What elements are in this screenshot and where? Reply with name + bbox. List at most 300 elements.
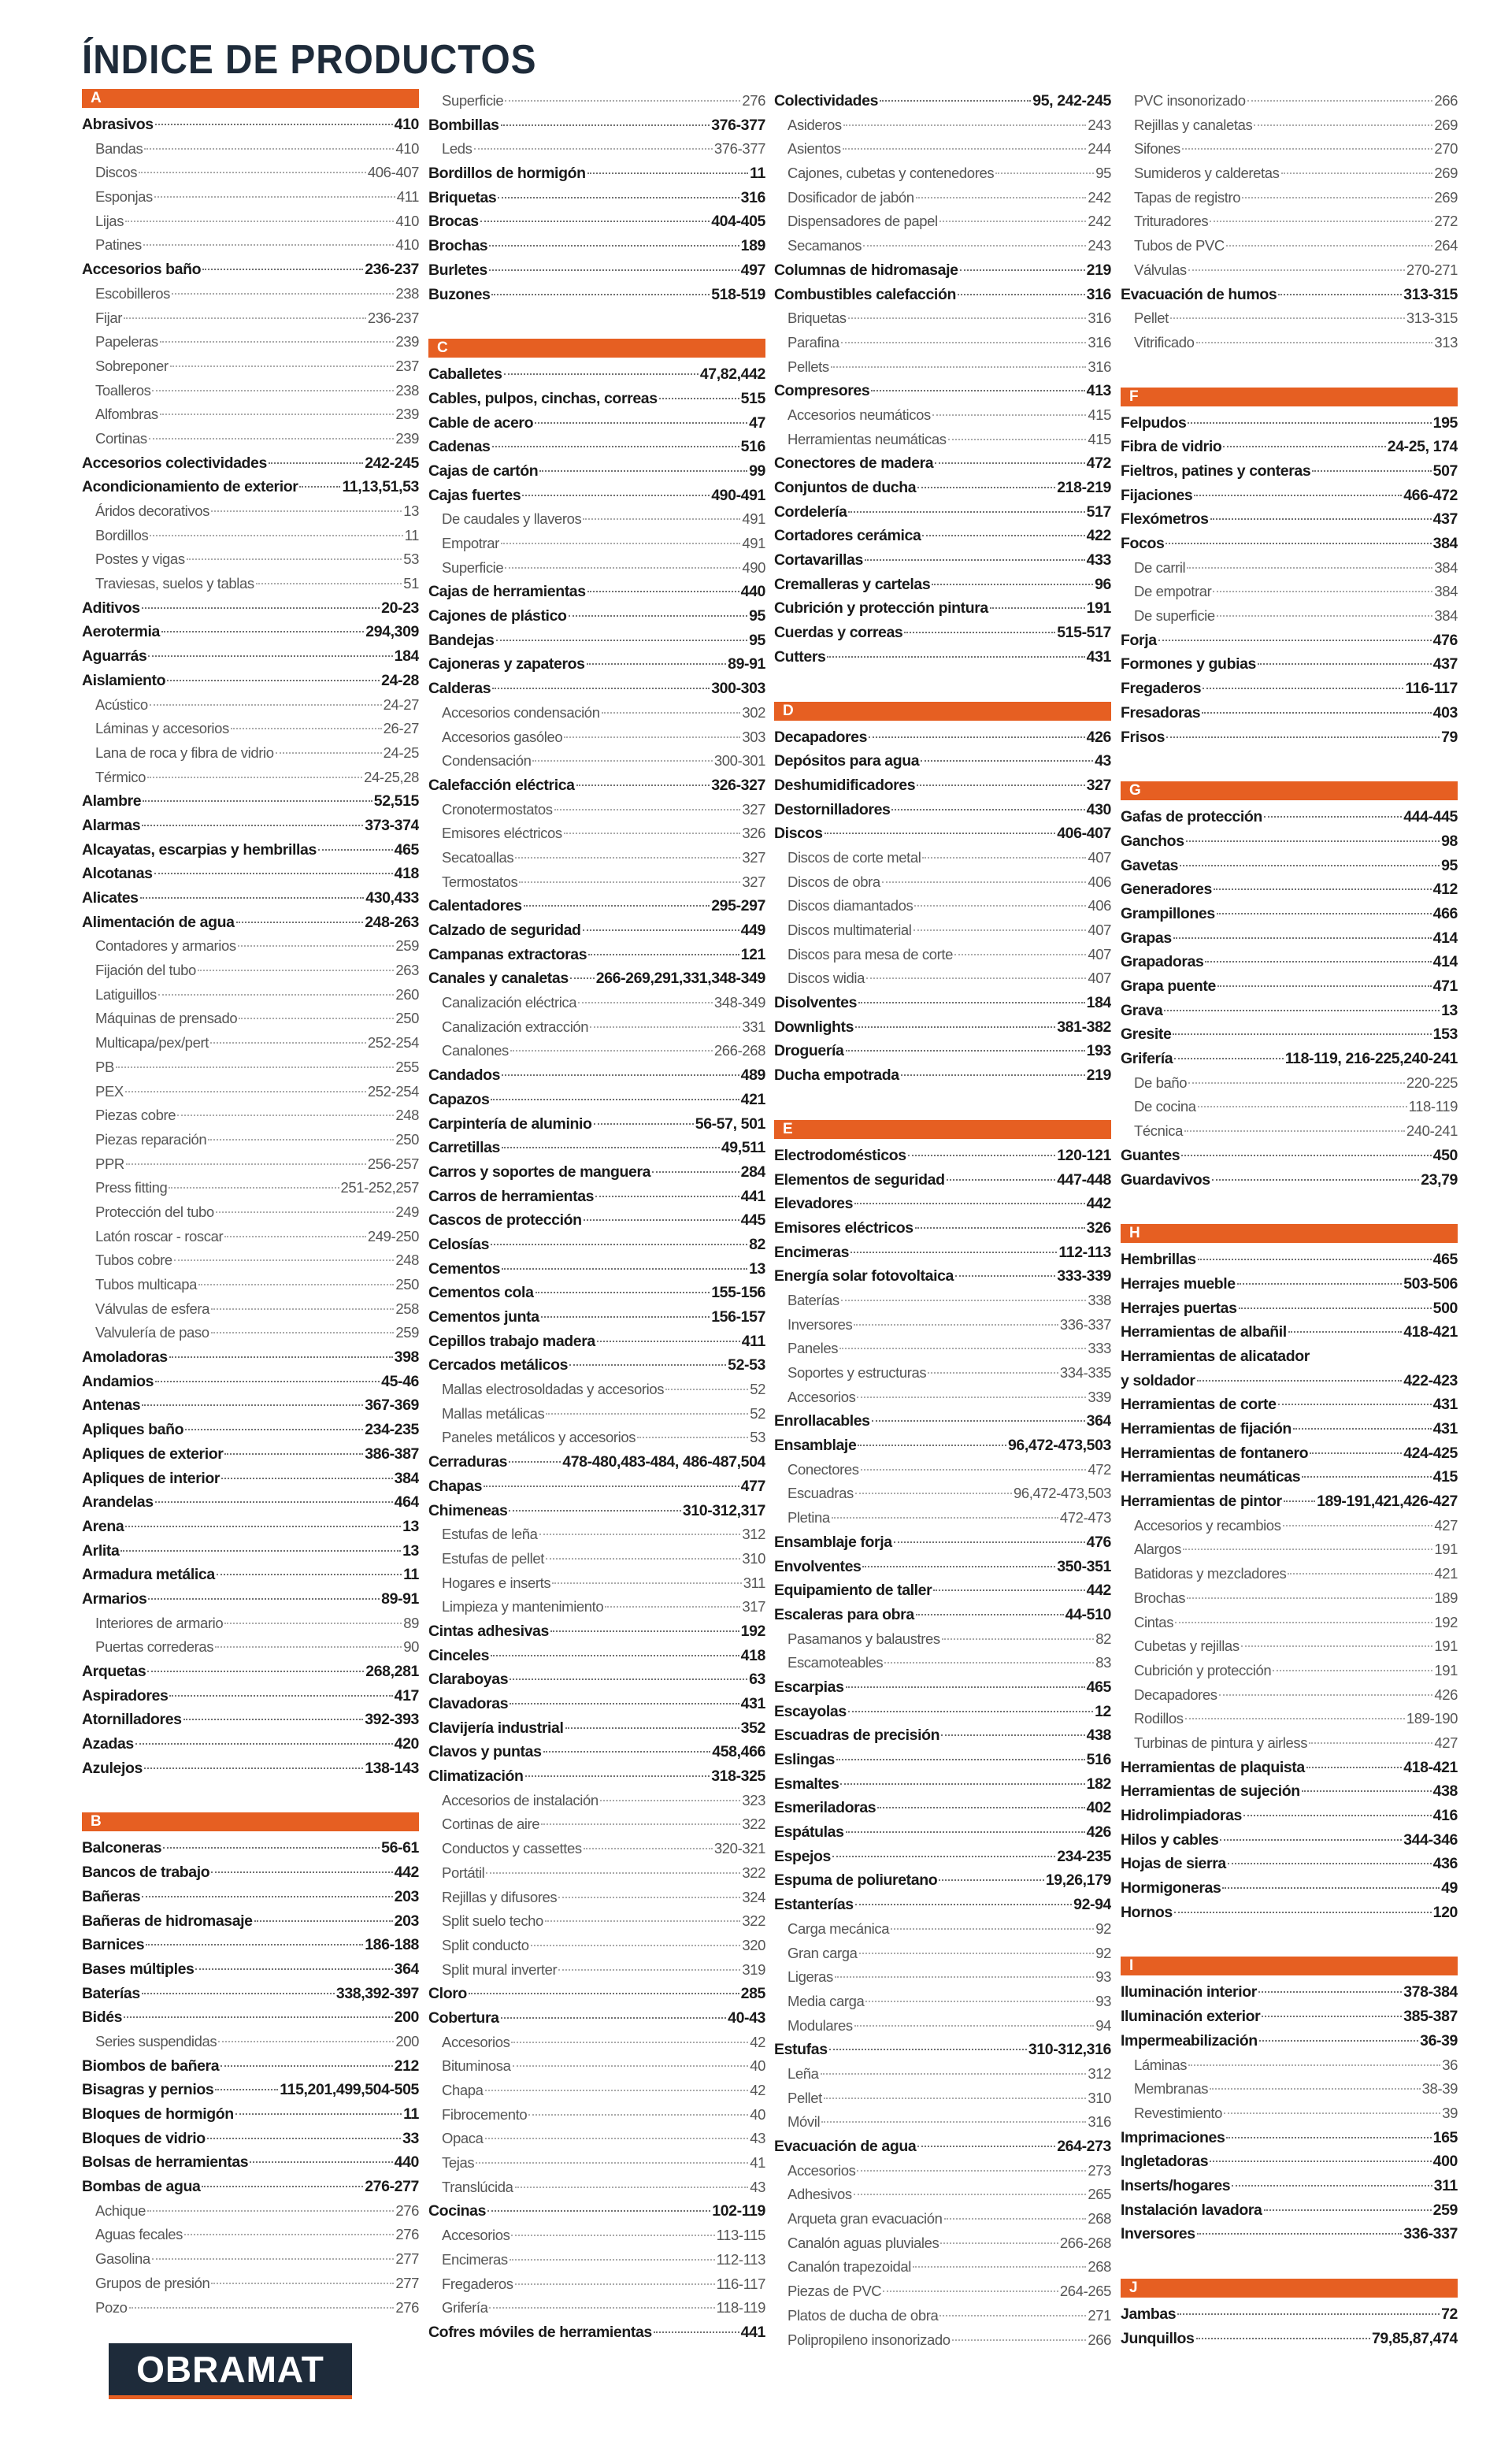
- index-entry: [774, 1868, 1111, 1893]
- dot-leader: [821, 2073, 1087, 2075]
- entry-name: Cinceles: [428, 1646, 490, 1664]
- index-subentry: [428, 1426, 765, 1450]
- entry-name: Pletina: [788, 1509, 830, 1526]
- entry-pages: 426: [1086, 728, 1111, 746]
- entry-pages: 410: [394, 116, 419, 133]
- index-subentry: [428, 822, 765, 846]
- dot-leader: [1181, 1155, 1431, 1156]
- entry-pages: 94: [1095, 2016, 1111, 2034]
- entry-pages: 116-117: [1405, 680, 1458, 698]
- entry-name: Grupos de presión: [95, 2274, 210, 2291]
- entry-name: Evacuación de agua: [774, 2138, 917, 2155]
- dot-leader: [511, 2235, 714, 2236]
- dot-leader: [1197, 1380, 1403, 1382]
- entry-pages: 442: [1086, 1582, 1111, 1600]
- index-subentry: [82, 2272, 419, 2296]
- index-subentry: [1121, 604, 1458, 629]
- entry-name: Arquetas: [82, 1663, 146, 1680]
- entry-pages: 431: [740, 1695, 765, 1712]
- entry-name: Hojas de sierra: [1121, 1855, 1226, 1873]
- entry-name: Leña: [788, 2064, 819, 2082]
- entry-name: Interiores de armario: [95, 1614, 224, 1631]
- dot-leader: [859, 1953, 1095, 1954]
- dot-leader: [510, 1703, 739, 1704]
- entry-pages: 239: [395, 406, 419, 423]
- dot-leader: [187, 558, 402, 560]
- index-entry: [82, 596, 419, 621]
- entry-pages: 336-337: [1403, 2225, 1458, 2243]
- dot-leader: [659, 398, 739, 399]
- entry-name: Inversores: [1121, 2225, 1195, 2243]
- dot-leader: [1173, 1033, 1431, 1035]
- entry-name: Carros de herramientas: [428, 1187, 595, 1205]
- index-entry: [1121, 1345, 1458, 1369]
- index-entry: [1121, 2005, 1458, 2029]
- dot-leader: [861, 1469, 1087, 1471]
- entry-pages: 43: [750, 2178, 765, 2195]
- dot-leader: [185, 1429, 363, 1430]
- entry-name: Clavos y puntas: [428, 1743, 542, 1761]
- index-subentry: [82, 2247, 419, 2272]
- dot-leader: [515, 857, 740, 859]
- entry-pages: 407: [1088, 945, 1111, 963]
- entry-pages: 121: [740, 945, 765, 963]
- entry-name: Jambas: [1121, 2305, 1177, 2323]
- entry-pages: 116-117: [716, 2275, 765, 2292]
- dot-leader: [147, 1671, 364, 1672]
- index-subentry: [1121, 186, 1458, 210]
- index-subentry: [428, 1015, 765, 1040]
- index-entry: [428, 2006, 765, 2031]
- index-entry: [1121, 1296, 1458, 1321]
- dot-leader: [891, 809, 1084, 810]
- dot-leader: [124, 317, 366, 319]
- entry-pages: 268: [1088, 2258, 1111, 2276]
- index-entry: [1121, 459, 1458, 484]
- entry-name: Calefacción eléctrica: [428, 776, 575, 794]
- entry-name: Mallas metálicas: [442, 1404, 545, 1422]
- entry-name: Pellet: [1134, 310, 1169, 327]
- dot-leader: [155, 124, 393, 125]
- dot-leader: [908, 1155, 1056, 1156]
- entry-pages: 191: [1434, 1541, 1458, 1558]
- entry-name: Cajas de herramientas: [428, 583, 586, 601]
- entry-pages: 53: [750, 1429, 765, 1446]
- index-column-1: [82, 89, 419, 2320]
- entry-pages: 256-257: [367, 1155, 419, 1172]
- index-entry: [82, 1442, 419, 1467]
- section-header: B: [82, 1812, 419, 1831]
- index-subentry: [428, 2248, 765, 2272]
- entry-name: Grapa puente: [1121, 977, 1216, 995]
- index-entry: [1121, 829, 1458, 854]
- index-entry: [774, 749, 1111, 773]
- dot-leader: [939, 2315, 1086, 2316]
- entry-pages: 322: [742, 1864, 765, 1881]
- dot-leader: [143, 244, 394, 246]
- index-entry: [428, 1136, 765, 1160]
- entry-pages: 327: [742, 848, 765, 866]
- entry-name: Grampillones: [1121, 904, 1215, 922]
- index-subentry: [82, 693, 419, 718]
- index-subentry: [428, 870, 765, 895]
- entry-name: Series suspendidas: [95, 2032, 217, 2049]
- index-entry: [82, 1933, 419, 1957]
- entry-pages: 271: [1088, 2306, 1111, 2324]
- dot-leader: [1158, 640, 1432, 641]
- index-subentry: [428, 1378, 765, 1402]
- index-subentry: [774, 161, 1111, 186]
- dot-leader: [915, 1227, 1085, 1229]
- dot-leader: [502, 1074, 739, 1076]
- entry-pages: 92-94: [1073, 1896, 1111, 1914]
- index-subentry: [1121, 556, 1458, 581]
- entry-name: Parafina: [788, 333, 839, 351]
- entry-name: Celosías: [428, 1235, 490, 1253]
- index-entry: [428, 1667, 765, 1692]
- index-subentry: [428, 798, 765, 822]
- entry-name: Opaca: [442, 2130, 484, 2147]
- obramat-logo: OBRAMAT: [109, 2343, 352, 2399]
- entry-pages: 268: [1088, 2210, 1111, 2227]
- entry-pages: 52-53: [728, 1356, 765, 1374]
- entry-name: Esponjas: [95, 188, 153, 206]
- index-subentry: [82, 741, 419, 766]
- entry-pages: 118-119, 216-225,240-241: [1284, 1050, 1458, 1068]
- entry-pages: 13: [1441, 1001, 1458, 1019]
- index-entry: [1121, 805, 1458, 829]
- dot-leader: [901, 1074, 1085, 1076]
- entry-name: Clavadoras: [428, 1695, 509, 1712]
- index-subentry: [774, 403, 1111, 428]
- entry-pages: 96: [1095, 575, 1111, 593]
- dot-leader: [505, 567, 740, 569]
- dot-leader: [1214, 888, 1432, 890]
- entry-pages: 414: [1432, 953, 1458, 971]
- index-entry: [428, 1185, 765, 1209]
- index-entry: [428, 1257, 765, 1282]
- entry-name: Apliques de interior: [82, 1469, 220, 1487]
- dot-leader: [1187, 1597, 1432, 1599]
- dot-leader: [854, 2025, 1094, 2027]
- entry-pages: 42: [750, 2082, 765, 2098]
- entry-name: Enrollacables: [774, 1412, 870, 1430]
- entry-name: Termostatos: [442, 873, 518, 890]
- section-header: D: [774, 702, 1111, 721]
- index-subentry: [774, 2062, 1111, 2086]
- dot-leader: [1241, 1645, 1433, 1647]
- index-entry: [82, 2127, 419, 2151]
- entry-pages: 79,85,87,474: [1371, 2329, 1458, 2347]
- dot-leader: [1185, 1718, 1405, 1719]
- dot-leader: [1197, 2233, 1403, 2235]
- entry-pages: 240-241: [1406, 1122, 1458, 1140]
- entry-pages: 51: [403, 575, 419, 592]
- entry-name: Fibrocemento: [442, 2105, 528, 2123]
- dot-leader: [550, 1630, 739, 1632]
- entry-name: Rejillas y difusores: [442, 1888, 558, 1905]
- index-entry: [1121, 1756, 1458, 1780]
- entry-pages: 338,392-397: [335, 1984, 419, 2002]
- dot-leader: [1205, 961, 1431, 963]
- entry-name: Mallas electrosoldadas y accesorios: [442, 1381, 665, 1398]
- dot-leader: [510, 1678, 747, 1680]
- entry-name: Elevadores: [774, 1195, 854, 1213]
- index-subentry: [82, 2223, 419, 2247]
- dot-leader: [174, 1259, 395, 1261]
- entry-pages: 63: [749, 1671, 765, 1689]
- entry-pages: 266-268: [1059, 2234, 1111, 2251]
- index-subentry: [774, 1361, 1111, 1385]
- dot-leader: [1302, 1790, 1432, 1792]
- dot-leader: [474, 148, 713, 150]
- dot-leader: [848, 317, 1087, 319]
- dot-leader: [825, 833, 1056, 834]
- index-subentry: [82, 137, 419, 161]
- dot-leader: [1278, 1404, 1432, 1405]
- index-entry: [428, 210, 765, 234]
- index-subentry: [1121, 1071, 1458, 1096]
- entry-pages: 138-143: [365, 1759, 419, 1777]
- entry-pages: 472: [1086, 454, 1111, 473]
- entry-name: Accesorios neumáticos: [788, 406, 931, 423]
- index-subentry: [1121, 1707, 1458, 1731]
- entry-pages: 516: [740, 438, 765, 456]
- index-entry: [774, 573, 1111, 597]
- entry-pages: 49: [1441, 1879, 1458, 1897]
- entry-pages: 120-121: [1057, 1146, 1111, 1164]
- index-entry: [82, 862, 419, 886]
- entry-name: Gasolina: [95, 2250, 150, 2268]
- index-subentry: [774, 1942, 1111, 1966]
- index-subentry: [774, 137, 1111, 161]
- dot-leader: [224, 1453, 363, 1455]
- index-subentry: [428, 1812, 765, 1837]
- dot-leader: [922, 857, 1086, 859]
- dot-leader: [916, 1614, 1064, 1615]
- index-subentry: [774, 234, 1111, 258]
- entry-name: Protección del tubo: [95, 1203, 214, 1220]
- entry-pages: 410: [395, 236, 419, 254]
- entry-pages: 490-491: [711, 486, 765, 504]
- entry-pages: 426: [1086, 1823, 1111, 1842]
- entry-pages: 273: [1088, 2161, 1111, 2179]
- entry-name: De carril: [1134, 558, 1186, 576]
- index-subentry: [428, 1861, 765, 1886]
- dot-leader: [147, 777, 362, 778]
- entry-pages: 339: [1088, 1388, 1111, 1405]
- entry-name: Calzado de seguridad: [428, 922, 581, 939]
- dot-leader: [116, 1066, 394, 1068]
- entry-name: Colectividades: [774, 92, 879, 109]
- entry-name: Conjuntos de ducha: [774, 479, 917, 496]
- entry-name: Traviesas, suelos y tablas: [95, 575, 254, 592]
- dot-leader: [152, 2258, 395, 2260]
- dot-leader: [149, 438, 395, 440]
- entry-pages: 402: [1086, 1799, 1111, 1817]
- index-entry: [82, 2005, 419, 2030]
- entry-name: Trituradores: [1134, 213, 1209, 230]
- entry-name: Hidrolimpiadoras: [1121, 1807, 1242, 1824]
- dot-leader: [125, 221, 394, 222]
- dot-leader: [515, 2187, 749, 2188]
- entry-pages: 418-421: [1403, 1758, 1458, 1776]
- entry-pages: 300-301: [713, 752, 765, 770]
- dot-leader: [184, 2234, 394, 2235]
- entry-pages: 316: [1088, 333, 1111, 351]
- entry-pages: 302: [742, 703, 765, 721]
- dot-leader: [160, 414, 395, 415]
- dot-leader: [236, 922, 364, 923]
- index-subentry: [82, 1612, 419, 1636]
- index-subentry: [82, 161, 419, 185]
- index-subentry: [1121, 1095, 1458, 1119]
- entry-pages: 238: [395, 381, 419, 399]
- dot-leader: [1288, 1573, 1432, 1575]
- index-subentry: [428, 2151, 765, 2175]
- entry-pages: 42: [750, 2033, 765, 2050]
- entry-pages: 259: [1432, 2201, 1458, 2219]
- entry-pages: 118-119: [716, 2299, 765, 2316]
- section-header: E: [774, 1120, 1111, 1139]
- index-subentry: [428, 2127, 765, 2151]
- entry-name: Herramientas neumáticas: [1121, 1468, 1301, 1486]
- index-subentry: [428, 2296, 765, 2320]
- entry-name: Sumideros y calderetas: [1134, 165, 1280, 182]
- dot-leader: [1293, 1428, 1432, 1430]
- entry-name: Guardavivos: [1121, 1170, 1210, 1189]
- dot-leader: [154, 873, 393, 874]
- entry-pages: 392-393: [365, 1711, 419, 1729]
- entry-name: Platos de ducha de obra: [788, 2306, 939, 2324]
- index-entry: [428, 411, 765, 436]
- entry-name: Imprimaciones: [1121, 2128, 1225, 2146]
- dot-leader: [148, 655, 392, 657]
- entry-pages: 458,466: [712, 1743, 765, 1761]
- entry-pages: 465: [394, 840, 419, 859]
- dot-leader: [1237, 1283, 1402, 1285]
- dot-leader: [489, 269, 739, 271]
- index-subentry: [774, 2110, 1111, 2135]
- dot-leader: [1212, 1179, 1419, 1181]
- entry-pages: 19,26,179: [1045, 1871, 1111, 1890]
- dot-leader: [850, 1252, 1057, 1253]
- dot-leader: [1164, 1010, 1440, 1011]
- entry-pages: 191: [1434, 1638, 1458, 1655]
- entry-name: Esmeriladoras: [774, 1799, 876, 1817]
- dot-leader: [120, 1550, 401, 1552]
- index-subentry: [428, 2054, 765, 2079]
- entry-pages: 316: [1086, 285, 1111, 303]
- entry-name: Press fitting: [95, 1179, 168, 1196]
- dot-leader: [143, 800, 372, 802]
- entry-name: Calentadores: [428, 897, 522, 915]
- entry-name: Depósitos para agua: [774, 752, 920, 770]
- entry-name: Inserts/hogares: [1121, 2176, 1231, 2194]
- index-entry: [428, 1499, 765, 1523]
- entry-name: Espuma de poliuretano: [774, 1871, 938, 1890]
- entry-pages: 350-351: [1057, 1557, 1111, 1575]
- entry-pages: 270: [1434, 140, 1458, 158]
- dot-leader: [129, 2307, 395, 2309]
- index-entry: [1121, 652, 1458, 677]
- entry-pages: 430: [1086, 800, 1111, 818]
- entry-pages: 115,201,499,504-505: [280, 2081, 419, 2099]
- entry-name: Brochas: [428, 237, 488, 255]
- index-entry: [82, 911, 419, 935]
- entry-name: Cable de acero: [428, 414, 534, 432]
- entry-pages: 13: [749, 1259, 765, 1278]
- index-subentry: [1121, 331, 1458, 355]
- entry-name: Cintas adhesivas: [428, 1622, 549, 1640]
- entry-name: Decapadores: [774, 728, 868, 746]
- index-subentry: [82, 1273, 419, 1297]
- index-subentry: [774, 2086, 1111, 2111]
- entry-pages: 344-346: [1403, 1831, 1458, 1849]
- index-subentry: [1121, 89, 1458, 113]
- index-subentry: [82, 1297, 419, 1322]
- entry-name: Grifería: [442, 2299, 488, 2316]
- entry-name: Escuadras de precisión: [774, 1727, 940, 1745]
- entry-name: Apliques baño: [82, 1421, 184, 1439]
- dot-leader: [857, 2170, 1086, 2172]
- entry-name: Pellet: [788, 2089, 822, 2106]
- index-subentry: [428, 749, 765, 773]
- dot-leader: [1203, 688, 1403, 689]
- entry-pages: 13: [403, 503, 419, 519]
- entry-pages: 24-28: [381, 671, 419, 689]
- index-entry: [82, 644, 419, 669]
- dot-leader: [536, 1292, 710, 1293]
- entry-name: Condensación: [442, 752, 532, 770]
- index-entry: [82, 1393, 419, 1418]
- entry-pages: 277: [395, 2274, 419, 2291]
- index-entry: [428, 604, 765, 629]
- dot-leader: [501, 124, 710, 126]
- index-entry: [428, 484, 765, 508]
- index-entry: [82, 1885, 419, 1909]
- entry-pages: 118-119: [1408, 1098, 1458, 1115]
- entry-pages: 238: [395, 284, 419, 302]
- index-subentry: [774, 428, 1111, 452]
- dot-leader: [169, 1356, 393, 1358]
- dot-leader: [1173, 937, 1432, 939]
- entry-name: Cuerdas y correas: [774, 624, 903, 642]
- dot-leader: [1278, 294, 1402, 295]
- index-subentry: [428, 1039, 765, 1063]
- dot-leader: [552, 1582, 742, 1584]
- entry-pages: 400: [1432, 2153, 1458, 2171]
- index-entry: [1121, 974, 1458, 999]
- index-entry: [1121, 1393, 1458, 1417]
- entry-name: Cubetas y rejillas: [1134, 1638, 1240, 1655]
- dot-leader: [528, 2114, 748, 2116]
- entry-name: PVC insonorizado: [1134, 92, 1246, 109]
- dot-leader: [587, 172, 749, 174]
- dot-leader: [1166, 543, 1431, 544]
- entry-name: De baño: [1134, 1074, 1188, 1091]
- index-subentry: [82, 1007, 419, 1031]
- index-subentry: [82, 210, 419, 234]
- entry-pages: 312: [742, 1526, 765, 1543]
- dot-leader: [239, 1018, 394, 1019]
- index-subentry: [774, 966, 1111, 991]
- entry-pages: 422: [1086, 527, 1111, 545]
- entry-pages: 300-303: [711, 680, 765, 698]
- entry-pages: 324: [742, 1888, 765, 1905]
- index-entry: [428, 435, 765, 459]
- index-entry: [1121, 1144, 1458, 1168]
